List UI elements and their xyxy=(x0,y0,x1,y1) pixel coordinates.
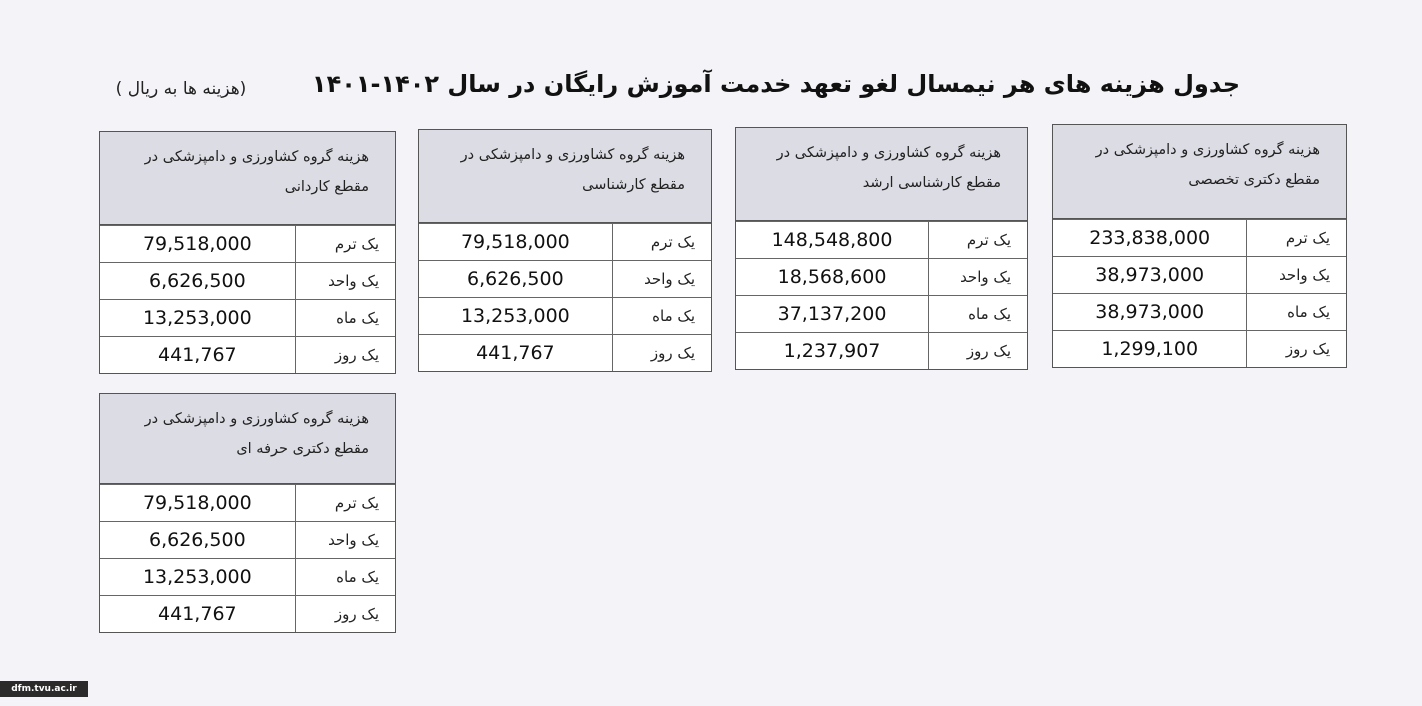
cost-value: 6,626,500 xyxy=(100,522,296,558)
table-heading: هزینه گروه کشاورزی و دامپزشکی در مقطع کارشناسی xyxy=(419,130,711,223)
period-label: یک ترم xyxy=(966,231,1011,249)
table-row xyxy=(736,258,1027,295)
cost-value: 79,518,000 xyxy=(419,224,613,260)
cost-table-associate xyxy=(99,131,396,374)
period-label: یک ماه xyxy=(336,309,379,327)
period-label: یک ماه xyxy=(968,305,1011,323)
cost-table-bachelors xyxy=(418,129,712,372)
cost-value: 6,626,500 xyxy=(100,263,296,299)
table-row xyxy=(100,225,395,262)
cost-value: 79,518,000 xyxy=(100,485,296,521)
cost-value: 6,626,500 xyxy=(419,261,613,297)
table-row xyxy=(100,558,395,595)
table-row xyxy=(736,221,1027,258)
period-label: یک واحد xyxy=(644,270,695,288)
cost-value: 1,237,907 xyxy=(736,333,929,369)
table-row xyxy=(419,260,711,297)
table-heading: هزینه گروه کشاورزی و دامپزشکی در مقطع کاردانی xyxy=(100,132,395,225)
period-label: یک ماه xyxy=(1287,303,1330,321)
cost-value: 79,518,000 xyxy=(100,226,296,262)
table-row xyxy=(736,332,1027,369)
period-label: یک ماه xyxy=(652,307,695,325)
period-label: یک روز xyxy=(650,344,695,362)
table-row xyxy=(419,297,711,334)
table-row xyxy=(100,521,395,558)
period-label: یک روز xyxy=(1285,340,1330,358)
table-row xyxy=(100,262,395,299)
period-label: یک واحد xyxy=(1279,266,1330,284)
cost-value: 38,973,000 xyxy=(1053,257,1247,293)
cost-table-professional-doctorate xyxy=(99,393,396,633)
table-heading: هزینه گروه کشاورزی و دامپزشکی در مقطع دکتری حرفه ای xyxy=(100,394,395,484)
cost-value: 441,767 xyxy=(100,337,296,373)
currency-unit-note: (هزینه ها به ریال ) xyxy=(115,79,247,99)
table-row xyxy=(419,223,711,260)
cost-value: 38,973,000 xyxy=(1053,294,1247,330)
period-label: یک روز xyxy=(334,605,379,623)
page-title: جدول هزینه های هر نیمسال لغو تعهد خدمت آموزش رایگان در سال ۱۴۰۲-۱۴۰۱ xyxy=(311,70,1240,98)
cost-value: 18,568,600 xyxy=(736,259,929,295)
table-row xyxy=(1053,256,1346,293)
table-row xyxy=(419,334,711,371)
period-label: یک ترم xyxy=(650,233,695,251)
period-label: یک روز xyxy=(334,346,379,364)
cost-value: 13,253,000 xyxy=(100,559,296,595)
cost-value: 233,838,000 xyxy=(1053,220,1247,256)
table-row xyxy=(1053,330,1346,367)
cost-value: 13,253,000 xyxy=(419,298,613,334)
period-label: یک واحد xyxy=(960,268,1011,286)
cost-value: 148,548,800 xyxy=(736,222,929,258)
site-watermark: dfm.tvu.ac.ir xyxy=(0,681,88,697)
table-row xyxy=(100,595,395,632)
period-label: یک ماه xyxy=(336,568,379,586)
period-label: یک روز xyxy=(966,342,1011,360)
cost-table-phd-specialized xyxy=(1052,124,1347,368)
table-row xyxy=(100,336,395,373)
table-heading: هزینه گروه کشاورزی و دامپزشکی در مقطع کارشناسی ارشد xyxy=(736,128,1027,221)
period-label: یک واحد xyxy=(328,272,379,290)
table-row xyxy=(1053,293,1346,330)
cost-table-masters xyxy=(735,127,1028,370)
cost-value: 37,137,200 xyxy=(736,296,929,332)
table-row xyxy=(736,295,1027,332)
table-heading: هزینه گروه کشاورزی و دامپزشکی در مقطع دکتری تخصصی xyxy=(1053,125,1346,219)
period-label: یک ترم xyxy=(334,235,379,253)
period-label: یک ترم xyxy=(1285,229,1330,247)
cost-value: 441,767 xyxy=(419,335,613,371)
cost-value: 1,299,100 xyxy=(1053,331,1247,367)
cost-value: 441,767 xyxy=(100,596,296,632)
table-row xyxy=(100,484,395,521)
table-row xyxy=(100,299,395,336)
period-label: یک ترم xyxy=(334,494,379,512)
period-label: یک واحد xyxy=(328,531,379,549)
table-row xyxy=(1053,219,1346,256)
cost-value: 13,253,000 xyxy=(100,300,296,336)
